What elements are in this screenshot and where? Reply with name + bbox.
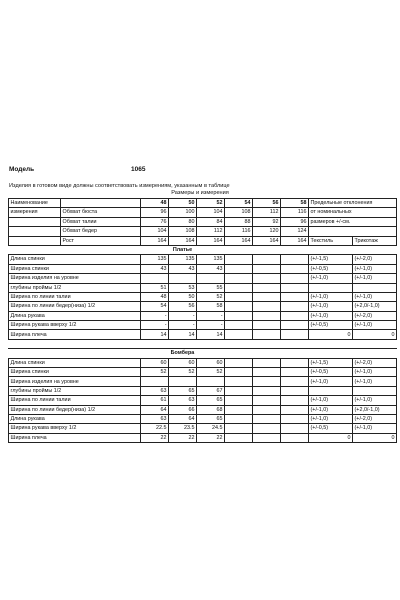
measure-value	[225, 414, 253, 423]
measure-row	[9, 236, 397, 245]
measure-label: Ширина спинки	[9, 264, 141, 273]
measure-value: 52	[141, 368, 169, 377]
measure-value	[253, 283, 281, 292]
measure-label: Рост	[61, 236, 141, 245]
tolerance-header: Предельные отклонения	[309, 199, 397, 208]
measure-row	[9, 330, 397, 339]
empty-cell	[225, 245, 253, 254]
tolerance-knit: (+/-2,0)	[353, 358, 397, 367]
measure-value	[253, 424, 281, 433]
measure-value	[225, 292, 253, 301]
measure-value	[281, 330, 309, 339]
measure-value: 108	[169, 227, 197, 236]
empty-cell	[61, 245, 141, 254]
tolerance-textile: (+/-1,0)	[309, 274, 353, 283]
measure-label: Ширина изделия на уровне	[9, 274, 141, 283]
measure-value: 65	[169, 386, 197, 395]
empty-cell	[61, 349, 141, 358]
intro-text: Изделия в готовом виде должны соответствовать измерениям, указанным в таблице	[9, 183, 230, 189]
tolerance-textile: (+/-1,0)	[309, 311, 353, 320]
measure-label: глубины проймы 1/2	[9, 283, 141, 292]
tolerance-knit: (+/-1,0)	[353, 377, 397, 386]
tolerance-textile: 0	[309, 330, 353, 339]
measure-value	[253, 386, 281, 395]
measure-value	[225, 386, 253, 395]
measure-value	[253, 292, 281, 301]
tolerance-textile: (+/-1,0)	[309, 396, 353, 405]
measure-value: 54	[141, 302, 169, 311]
measure-value	[253, 311, 281, 320]
measure-label: Длина спинки	[9, 255, 141, 264]
tolerance-knit: (+2,0/-1,0)	[353, 302, 397, 311]
measure-label: Ширина по линии бедер(низа) 1/2	[9, 302, 141, 311]
tolerance-textile: (+/-0,5)	[309, 368, 353, 377]
measure-value: 67	[197, 386, 225, 395]
measure-value: 52	[169, 368, 197, 377]
measure-value: -	[197, 311, 225, 320]
measure-value: 68	[197, 405, 225, 414]
measure-row	[9, 386, 397, 395]
measure-row	[9, 433, 397, 442]
measure-value	[225, 330, 253, 339]
measure-value: 63	[141, 386, 169, 395]
measure-row	[9, 405, 397, 414]
tolerance-textile: (+/-1,0)	[309, 405, 353, 414]
measure-value: 108	[225, 208, 253, 217]
tolerance-textile	[309, 283, 353, 292]
tolerance-knit: 0	[353, 330, 397, 339]
measure-value	[253, 358, 281, 367]
measure-label: Ширина рукава вверху 1/2	[9, 424, 141, 433]
measure-value: 104	[141, 227, 169, 236]
measure-value	[225, 377, 253, 386]
tolerance-knit: 0	[353, 433, 397, 442]
measure-value: 164	[253, 236, 281, 245]
tolerance-knit	[353, 386, 397, 395]
measure-value: 112	[253, 208, 281, 217]
measure-value: -	[141, 311, 169, 320]
measure-value	[281, 386, 309, 395]
measure-value	[281, 377, 309, 386]
measure-row	[9, 377, 397, 386]
measure-label: Длина рукава	[9, 414, 141, 423]
measure-value	[225, 274, 253, 283]
measure-value	[253, 433, 281, 442]
gap-row	[9, 339, 397, 348]
empty-cell	[61, 199, 141, 208]
measure-value	[253, 414, 281, 423]
empty-cell	[253, 245, 281, 254]
measure-value	[253, 274, 281, 283]
empty-cell	[61, 339, 141, 348]
measure-row	[9, 311, 397, 320]
measure-value	[225, 321, 253, 330]
table-subtitle: Размеры и измерения	[171, 190, 229, 196]
measure-value	[225, 358, 253, 367]
section-title: Платье	[141, 245, 225, 254]
measure-value: 58	[197, 302, 225, 311]
model-label: Модель	[9, 166, 35, 173]
measure-value	[225, 283, 253, 292]
measure-value: 60	[141, 358, 169, 367]
measure-value	[253, 330, 281, 339]
empty-cell	[169, 339, 197, 348]
measure-value	[225, 368, 253, 377]
tolerance-textile: (+/-1,0)	[309, 377, 353, 386]
measure-value: 96	[141, 208, 169, 217]
measure-value	[253, 368, 281, 377]
tolerance-textile: (+/-1,5)	[309, 255, 353, 264]
measure-label: Обхват бедер	[61, 227, 141, 236]
measure-value	[253, 405, 281, 414]
measure-row	[9, 208, 397, 217]
measure-value	[225, 255, 253, 264]
empty-cell	[9, 245, 61, 254]
size-header: 56	[253, 199, 281, 208]
empty-cell	[309, 227, 397, 236]
measure-value: -	[197, 321, 225, 330]
measure-value: 96	[281, 217, 309, 226]
measure-value: 23.5	[169, 424, 197, 433]
measure-value: 55	[197, 283, 225, 292]
measure-value: 164	[197, 236, 225, 245]
measure-value	[281, 414, 309, 423]
measure-value: 22	[169, 433, 197, 442]
empty-cell	[141, 339, 169, 348]
measure-value: 14	[169, 330, 197, 339]
measure-value	[281, 396, 309, 405]
measure-value	[225, 405, 253, 414]
measure-value	[281, 255, 309, 264]
measure-value: 51	[141, 283, 169, 292]
measure-value	[253, 255, 281, 264]
measure-value: 65	[197, 396, 225, 405]
measure-value: 92	[253, 217, 281, 226]
measure-label: Ширина по линии талии	[9, 292, 141, 301]
size-header: 52	[197, 199, 225, 208]
tolerance-header: от номинальных	[309, 208, 397, 217]
measure-label: глубины проймы 1/2	[9, 386, 141, 395]
measure-row	[9, 264, 397, 273]
measure-value: 50	[169, 292, 197, 301]
model-number: 1065	[131, 166, 146, 173]
tolerance-knit	[353, 283, 397, 292]
measure-label: Ширина рукава вверху 1/2	[9, 321, 141, 330]
empty-cell	[9, 339, 61, 348]
measure-value: 76	[141, 217, 169, 226]
measure-value	[169, 274, 197, 283]
empty-cell	[197, 339, 225, 348]
tolerance-textile: (+/-0,5)	[309, 321, 353, 330]
measure-value	[281, 302, 309, 311]
measure-value: 100	[169, 208, 197, 217]
measure-row	[9, 255, 397, 264]
measure-value	[225, 396, 253, 405]
measure-row	[9, 227, 397, 236]
measure-value: 65	[197, 414, 225, 423]
name-header: Наименование	[9, 199, 61, 208]
measure-row	[9, 274, 397, 283]
measure-value: 60	[169, 358, 197, 367]
section-title: Бомбера	[141, 349, 225, 358]
measure-value	[141, 274, 169, 283]
measure-row	[9, 283, 397, 292]
tolerance-textile: (+/-0,5)	[309, 264, 353, 273]
measure-value	[281, 321, 309, 330]
name-header: измерения	[9, 208, 61, 217]
measure-value	[197, 377, 225, 386]
tolerance-knit: (+/-1,0)	[353, 321, 397, 330]
measure-value: -	[169, 321, 197, 330]
measure-value	[281, 283, 309, 292]
empty-cell	[253, 339, 281, 348]
measure-value: 164	[225, 236, 253, 245]
measure-value: 135	[141, 255, 169, 264]
tolerance-knit: (+/-1,0)	[353, 274, 397, 283]
measure-value: 66	[169, 405, 197, 414]
measure-row	[9, 292, 397, 301]
measure-value: 63	[141, 414, 169, 423]
measure-value	[253, 377, 281, 386]
measure-value: 43	[141, 264, 169, 273]
measure-label: Ширина изделия на уровне	[9, 377, 141, 386]
measure-value: 64	[141, 405, 169, 414]
empty-cell	[309, 245, 353, 254]
empty-cell	[353, 339, 397, 348]
measure-value	[281, 274, 309, 283]
empty-cell	[281, 349, 309, 358]
measure-row	[9, 217, 397, 226]
measure-value: 22.5	[141, 424, 169, 433]
measure-row	[9, 358, 397, 367]
empty-cell	[353, 245, 397, 254]
empty-cell	[281, 245, 309, 254]
measure-row	[9, 424, 397, 433]
measure-label: Ширина плеча	[9, 330, 141, 339]
measure-label: Обхват талии	[61, 217, 141, 226]
measure-value	[281, 292, 309, 301]
measure-value: 116	[281, 208, 309, 217]
empty-cell	[9, 227, 61, 236]
tolerance-knit: (+/-1,0)	[353, 396, 397, 405]
tolerance-knit: (+/-2,0)	[353, 311, 397, 320]
measure-value	[225, 311, 253, 320]
measure-label: Ширина по линии талии	[9, 396, 141, 405]
tolerance-textile: (+/-1,5)	[309, 358, 353, 367]
measure-value	[169, 377, 197, 386]
measure-value	[141, 377, 169, 386]
tolerance-textile: (+/-1,0)	[309, 414, 353, 423]
empty-cell	[309, 339, 353, 348]
size-header: 58	[281, 199, 309, 208]
tolerance-textile: (+/-0,5)	[309, 424, 353, 433]
size-header: 54	[225, 199, 253, 208]
measure-value: 84	[197, 217, 225, 226]
fabric-label: Текстиль	[309, 236, 353, 245]
measure-value: 164	[141, 236, 169, 245]
measure-value: 61	[141, 396, 169, 405]
measure-value: 52	[197, 292, 225, 301]
measure-value	[253, 321, 281, 330]
measure-row	[9, 368, 397, 377]
measure-value	[281, 433, 309, 442]
measure-value: 120	[253, 227, 281, 236]
empty-cell	[309, 349, 353, 358]
measure-value: 60	[197, 358, 225, 367]
measure-value: 22	[141, 433, 169, 442]
measure-row	[9, 396, 397, 405]
measure-label: Обхват бюста	[61, 208, 141, 217]
tolerance-textile: 0	[309, 433, 353, 442]
measure-value: 164	[281, 236, 309, 245]
measure-value	[253, 396, 281, 405]
measure-value	[225, 264, 253, 273]
measure-label: Длина спинки	[9, 358, 141, 367]
measure-value	[281, 405, 309, 414]
measure-value: -	[169, 311, 197, 320]
measure-value: 124	[281, 227, 309, 236]
measure-value: 164	[169, 236, 197, 245]
tolerance-textile: (+/-1,0)	[309, 302, 353, 311]
tolerance-knit: (+2,0/-1,0)	[353, 405, 397, 414]
measure-value: 135	[169, 255, 197, 264]
section-row	[9, 349, 397, 358]
measure-value: 14	[141, 330, 169, 339]
tolerance-knit: (+/-2,0)	[353, 414, 397, 423]
tolerance-textile: (+/-1,0)	[309, 292, 353, 301]
empty-cell	[9, 217, 61, 226]
tolerance-knit: (+/-1,0)	[353, 264, 397, 273]
measure-value: 48	[141, 292, 169, 301]
measure-value: 112	[197, 227, 225, 236]
empty-cell	[281, 339, 309, 348]
measure-value: 63	[169, 396, 197, 405]
empty-cell	[9, 236, 61, 245]
measure-value: 52	[197, 368, 225, 377]
measure-value	[281, 368, 309, 377]
size-header: 48	[141, 199, 169, 208]
size-header: 50	[169, 199, 197, 208]
measure-value: 43	[169, 264, 197, 273]
measure-value: 14	[197, 330, 225, 339]
measure-label: Ширина по линии бедер(низа) 1/2	[9, 405, 141, 414]
measure-value: 135	[197, 255, 225, 264]
measure-label: Длина рукава	[9, 311, 141, 320]
empty-cell	[225, 339, 253, 348]
measure-value: 53	[169, 283, 197, 292]
measure-value: 24.5	[197, 424, 225, 433]
measure-label: Ширина плеча	[9, 433, 141, 442]
measure-value: 43	[197, 264, 225, 273]
measure-value: 56	[169, 302, 197, 311]
empty-cell	[9, 349, 61, 358]
tolerance-textile	[309, 386, 353, 395]
measure-value	[281, 424, 309, 433]
measure-row	[9, 321, 397, 330]
measure-value: 104	[197, 208, 225, 217]
measure-value	[281, 358, 309, 367]
tolerance-knit: (+/-2,0)	[353, 255, 397, 264]
measure-row	[9, 302, 397, 311]
tolerance-header: размеров +/-см.	[309, 217, 397, 226]
empty-cell	[225, 349, 253, 358]
measure-value: 22	[197, 433, 225, 442]
measure-value: 116	[225, 227, 253, 236]
size-table	[8, 198, 397, 443]
section-row	[9, 245, 397, 254]
tolerance-knit: (+/-1,0)	[353, 292, 397, 301]
measure-value	[225, 424, 253, 433]
measure-value: 80	[169, 217, 197, 226]
measure-value	[225, 433, 253, 442]
measure-value	[253, 264, 281, 273]
header-row	[9, 199, 397, 208]
measure-value	[281, 311, 309, 320]
fabric-label: Трикотаж	[353, 236, 397, 245]
measure-value: -	[141, 321, 169, 330]
measure-value	[281, 264, 309, 273]
measure-value	[225, 302, 253, 311]
measure-row	[9, 414, 397, 423]
tolerance-knit: (+/-1,0)	[353, 424, 397, 433]
empty-cell	[253, 349, 281, 358]
measure-value	[253, 302, 281, 311]
measure-value	[197, 274, 225, 283]
tolerance-knit: (+/-1,0)	[353, 368, 397, 377]
measure-value: 88	[225, 217, 253, 226]
measure-label: Ширина спинки	[9, 368, 141, 377]
measure-value: 64	[169, 414, 197, 423]
empty-cell	[353, 349, 397, 358]
